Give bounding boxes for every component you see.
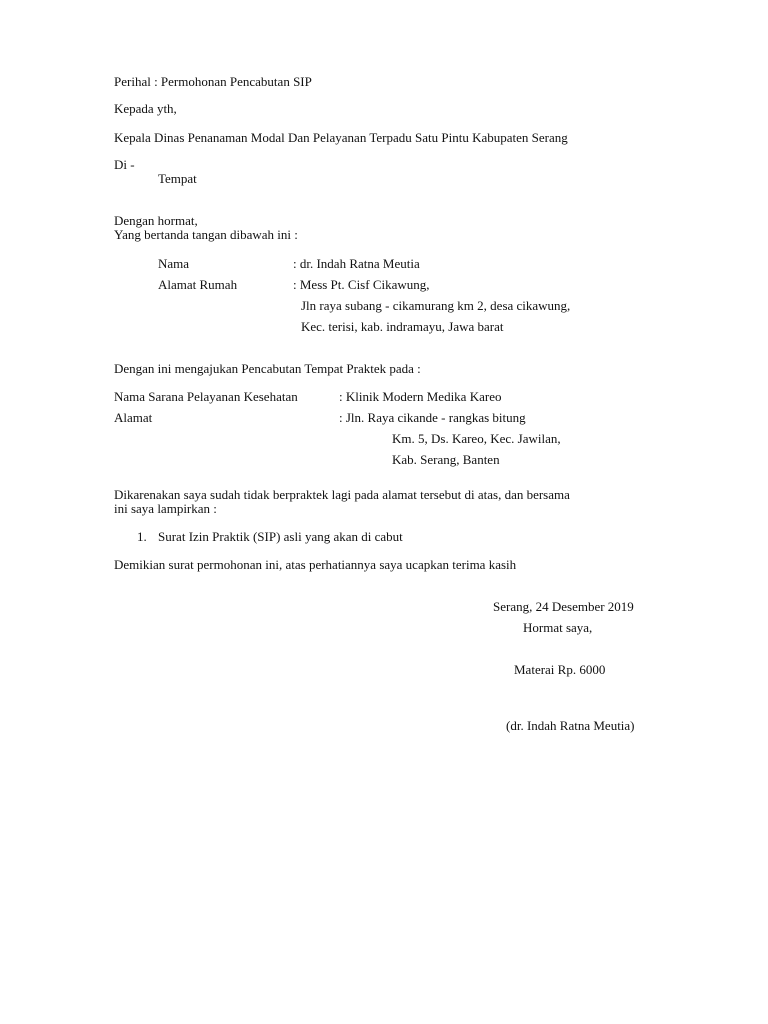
recipient-line: Kepala Dinas Penanaman Modal Dan Pelayanan Terpadu Satu Pintu Kabupaten Serang xyxy=(114,130,568,145)
facility-name-value: : Klinik Modern Medika Kareo xyxy=(339,389,502,404)
place-date: Serang, 24 Desember 2019 xyxy=(493,599,634,614)
signatory-name: (dr. Indah Ratna Meutia) xyxy=(506,718,635,733)
regards: Hormat saya, xyxy=(523,620,593,635)
attachment-text: Surat Izin Praktik (SIP) asli yang akan di cabut xyxy=(158,529,403,544)
applicant-address-line2: Jln raya subang - cikamurang km 2, desa cikawung, xyxy=(301,298,571,313)
applicant-name-label: Nama xyxy=(158,256,190,271)
applicant-address-line3: Kec. terisi, kab. indramayu, Jawa barat xyxy=(301,319,504,334)
addressee-label: Kepada yth, xyxy=(114,101,177,116)
applicant-address-line1: : Mess Pt. Cisf Cikawung, xyxy=(293,277,430,292)
reason-line2: ini saya lampirkan : xyxy=(114,501,217,516)
greeting: Dengan hormat, xyxy=(114,213,198,228)
attachment-number: 1. xyxy=(137,529,147,544)
intro-line: Yang bertanda tangan dibawah ini : xyxy=(114,227,298,242)
facility-address-line2: Km. 5, Ds. Kareo, Kec. Jawilan, xyxy=(392,431,561,446)
subject-line: Perihal : Permohonan Pencabutan SIP xyxy=(114,74,312,89)
tempat-label: Tempat xyxy=(158,171,197,186)
applicant-address-label: Alamat Rumah xyxy=(158,277,238,292)
request-intro: Dengan ini mengajukan Pencabutan Tempat Praktek pada : xyxy=(114,361,421,376)
stamp-note: Materai Rp. 6000 xyxy=(514,662,606,677)
closing-line: Demikian surat permohonan ini, atas perhatiannya saya ucapkan terima kasih xyxy=(114,557,517,572)
facility-address-line1: : Jln. Raya cikande - rangkas bitung xyxy=(339,410,526,425)
facility-address-label: Alamat xyxy=(114,410,153,425)
reason-line1: Dikarenakan saya sudah tidak berpraktek lagi pada alamat tersebut di atas, dan bersama xyxy=(114,487,570,502)
di-label: Di - xyxy=(114,157,135,172)
facility-address-line3: Kab. Serang, Banten xyxy=(392,452,500,467)
facility-name-label: Nama Sarana Pelayanan Kesehatan xyxy=(114,389,298,404)
applicant-name-value: : dr. Indah Ratna Meutia xyxy=(293,256,420,271)
